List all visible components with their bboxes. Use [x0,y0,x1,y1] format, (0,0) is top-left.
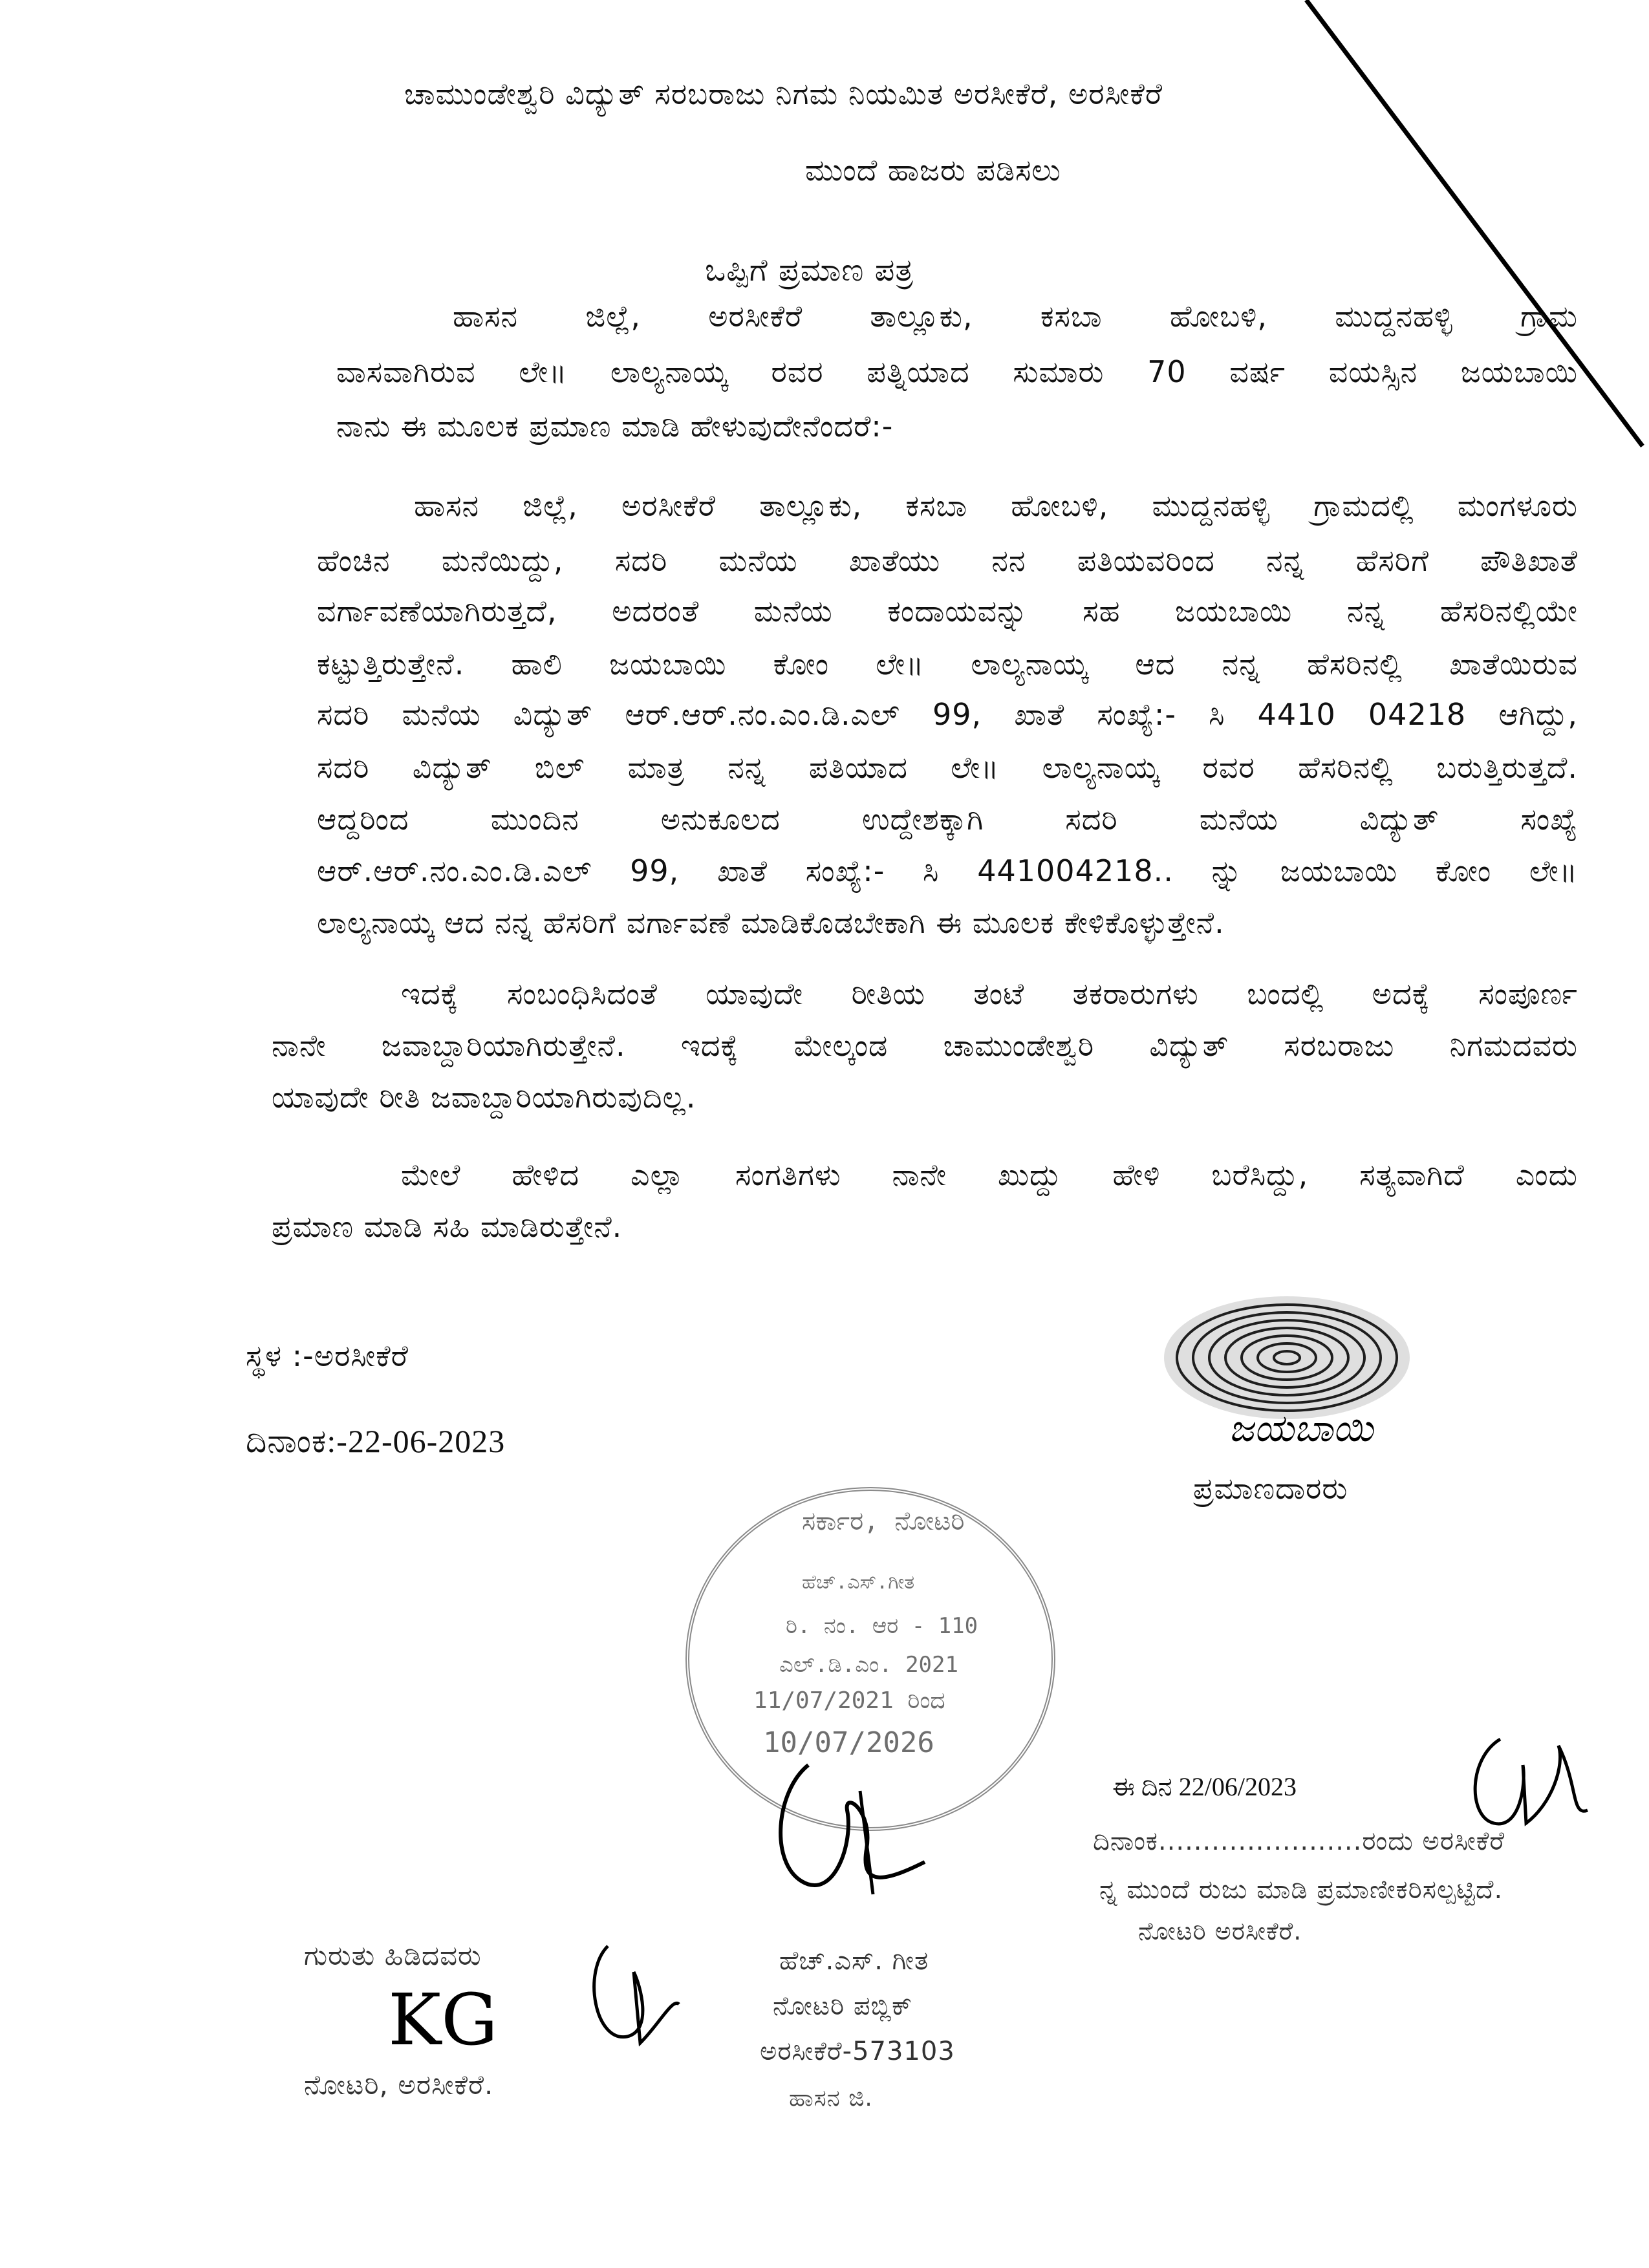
para3-line-3: ಯಾವುದೇ ರೀತಿ ಜವಾಬ್ದಾರಿಯಾಗಿರುವುದಿಲ್ಲ. [272,1080,696,1115]
para1-line-3: ನಾನು ಈ ಮೂಲಕ ಪ್ರಮಾಣ ಮಾಡಿ ಹೇಳುವುದೇನೆಂದರೆ:- [336,409,894,444]
notary-district: ಹಾಸನ ಜಿ. [789,2085,873,2112]
header-line-1: ಚಾಮುಂಡೇಶ್ವರಿ ವಿದ್ಯುತ್ ಸರಬರಾಜು ನಿಗಮ ನಿಯಮಿತ ಅರಸೀಕೆರೆ, ಅರಸೀಕೆರೆ [404,76,1163,111]
attestation-line-2: ನ್ನ ಮುಂದೆ ರುಜು ಮಾಡಿ ಪ್ರಮಾಣೀಕರಿಸಲ್ಪಟ್ಟಿದೆ. [1099,1875,1503,1905]
attestation-line-3: ನೋಟರಿ ಅರಸೀಕೆರೆ. [1138,1917,1302,1945]
para2-line-4: ಕಟ್ಟುತ್ತಿರುತ್ತೇನೆ. ಹಾಲಿ ಜಯಬಾಯಿ ಕೋಂ ಲೇ॥ ಲಾಲ್ಯನಾಯ್ಕ ಆದ ನನ್ನ ಹೆಸರಿನಲ್ಲಿ ಖಾತೆಯಿರುವ [317,647,1578,681]
para2-line-5: ಸದರಿ ಮನೆಯ ವಿದ್ಯುತ್ ಆರ್.ಆರ್.ನಂ.ಎಂ.ಡಿ.ಎಲ್ 99, ಖಾತೆ ಸಂಖ್ಯೆ:- ಸಿ 4410 04218 ಆಗಿದ್ದು, [317,697,1578,732]
para2-line-6: ಸದರಿ ವಿದ್ಯುತ್ ಬಿಲ್ ಮಾತ್ರ ನನ್ನ ಪತಿಯಾದ ಲೇ॥ ಲಾಲ್ಯನಾಯ್ಕ ರವರ ಹೆಸರಿನಲ್ಲಿ ಬರುತ್ತಿರುತ್ತದೆ. [317,750,1578,785]
document-title: ಒಪ್ಪಿಗೆ ಪ್ರಮಾಣ ಪತ್ರ [705,252,914,288]
notary-name: ಹೆಚ್.ಎಸ್. ಗೀತ [779,1946,929,1976]
seal-valid-to: 10/07/2026 [763,1726,934,1759]
attestation-date-line: ಈ ದಿನ 22/06/2023 [1112,1772,1297,1801]
declarant-signature: ಜಯಬಾಯಿ [1229,1406,1374,1450]
para1-line-1: ಹಾಸನ ಜಿಲ್ಲೆ, ಅರಸೀಕೆರೆ ತಾಲ್ಲೂಕು, ಕಸಬಾ ಹೋಬಳಿ, ಮುದ್ದನಹಳ್ಳಿ ಗ್ರಾಮ [453,299,1578,334]
attestation-signature [1461,1726,1591,1836]
declarant-label: ಪ್ರಮಾಣದಾರರು [1193,1471,1348,1506]
notary-title: ನೋಟರಿ ಪಬ್ಲಿಕ್ [773,1991,913,2021]
seal-outer-text: ಸರ್ಕಾರ, ನೋಟರಿ [802,1506,965,1536]
date-label: ದಿನಾಂಕ:-22-06-2023 [246,1423,506,1459]
seal-reg: ರಿ. ನಂ. ಆರ - 110 [786,1613,978,1639]
para2-line-7: ಆದ್ದರಿಂದ ಮುಂದಿನ ಅನುಕೂಲದ ಉದ್ದೇಶಕ್ಕಾಗಿ ಸದರಿ ಮನೆಯ ವಿದ್ಯುತ್ ಸಂಖ್ಯೆ [317,802,1578,837]
para2-line-8: ಆರ್.ಆರ್.ನಂ.ಎಂ.ಡಿ.ಎಲ್ 99, ಖಾತೆ ಸಂಖ್ಯೆ:- ಸಿ 441004218.. ನ್ನು ಜಯಬಾಯಿ ಕೋಂ ಲೇ॥ [317,853,1578,888]
para2-line-3: ವರ್ಗಾವಣೆಯಾಗಿರುತ್ತದೆ, ಅದರಂತೆ ಮನೆಯ ಕಂದಾಯವನ್ನು ಸಹ ಜಯಬಾಯಿ ನನ್ನ ಹೆಸರಿನಲ್ಲಿಯೇ [317,594,1578,628]
place-label: ಸ್ಥಳ :-ಅರಸೀಕೆರೆ [246,1338,409,1373]
para3-line-1: ಇದಕ್ಕೆ ಸಂಬಂಧಿಸಿದಂತೆ ಯಾವುದೇ ರೀತಿಯ ತಂಟೆ ತಕರಾರುಗಳು ಬಂದಲ್ಲಿ ಅದಕ್ಕೆ ಸಂಪೂರ್ಣ [401,976,1578,1011]
seal-name: ಹೆಚ್.ಎಸ್.ಗೀತ [802,1571,915,1594]
para2-line-1: ಹಾಸನ ಜಿಲ್ಲೆ, ಅರಸೀಕೆರೆ ತಾಲ್ಲೂಕು, ಕಸಬಾ ಹೋಬಳಿ, ಮುದ್ದನಹಳ್ಳಿ ಗ್ರಾಮದಲ್ಲಿ ಮಂಗಳೂರು [414,488,1578,523]
header-line-2: ಮುಂದೆ ಹಾಜರು ಪಡಿಸಲು [805,153,1061,187]
para4-line-2: ಪ್ರಮಾಣ ಮಾಡಿ ಸಹಿ ಮಾಡಿರುತ್ತೇನೆ. [272,1209,623,1244]
para2-line-9: ಲಾಲ್ಯನಾಯ್ಕ ಆದ ನನ್ನ ಹೆಸರಿಗೆ ವರ್ಗಾವಣೆ ಮಾಡಿಕೊಡಬೇಕಾಗಿ ಈ ಮೂಲಕ ಕೇಳಿಕೊಳ್ಳುತ್ತೇನೆ. [317,905,1225,940]
para4-line-1: ಮೇಲೆ ಹೇಳಿದ ಎಲ್ಲಾ ಸಂಗತಿಗಳು ನಾನೇ ಖುದ್ದು ಹೇಳಿ ಬರೆಸಿದ್ದು, ಸತ್ಯವಾಗಿದೆ ಎಂದು [401,1157,1578,1192]
para3-line-2: ನಾನೇ ಜವಾಬ್ದಾರಿಯಾಗಿರುತ್ತೇನೆ. ಇದಕ್ಕೆ ಮೇಲ್ಕಂಡ ಚಾಮುಂಡೇಶ್ವರಿ ವಿದ್ಯುತ್ ಸರಬರಾಜು ನಿಗಮದವರು [272,1028,1578,1063]
attestation-place-line: ದಿನಾಂಕ.......................ರಂದು ಅರಸೀಕೆರೆ [1093,1826,1505,1856]
identifier-line-2: ನೋಟರಿ, ಅರಸೀಕೆರೆ. [304,2069,494,2101]
seal-year: ಎಲ್.ಡಿ.ಎಂ. 2021 [779,1652,958,1678]
para2-line-2: ಹೆಂಚಿನ ಮನೆಯಿದ್ದು, ಸದರಿ ಮನೆಯ ಖಾತೆಯು ನನ ಪತಿಯವರಿಂದ ನನ್ನ ಹೆಸರಿಗೆ ಪೌತಿಖಾತೆ [317,543,1578,578]
identifier-signature [582,1933,685,2062]
notary-signature-center [763,1752,944,1914]
para1-line-2: ವಾಸವಾಗಿರುವ ಲೇ॥ ಲಾಲ್ಯನಾಯ್ಕ ರವರ ಪತ್ನಿಯಾದ ಸುಮಾರು 70 ವರ್ಷ ವಯಸ್ಸಿನ ಜಯಬಾಯಿ [336,354,1578,389]
seal-valid-from: 11/07/2021 ರಿಂದ [753,1687,945,1714]
identifier-line-1: ಗುರುತು ಹಿಡಿದವರು [304,1940,482,1971]
notary-address: ಅರಸೀಕೆರೆ-573103 [760,2037,955,2066]
identifier-initials: KG [388,1978,499,2061]
